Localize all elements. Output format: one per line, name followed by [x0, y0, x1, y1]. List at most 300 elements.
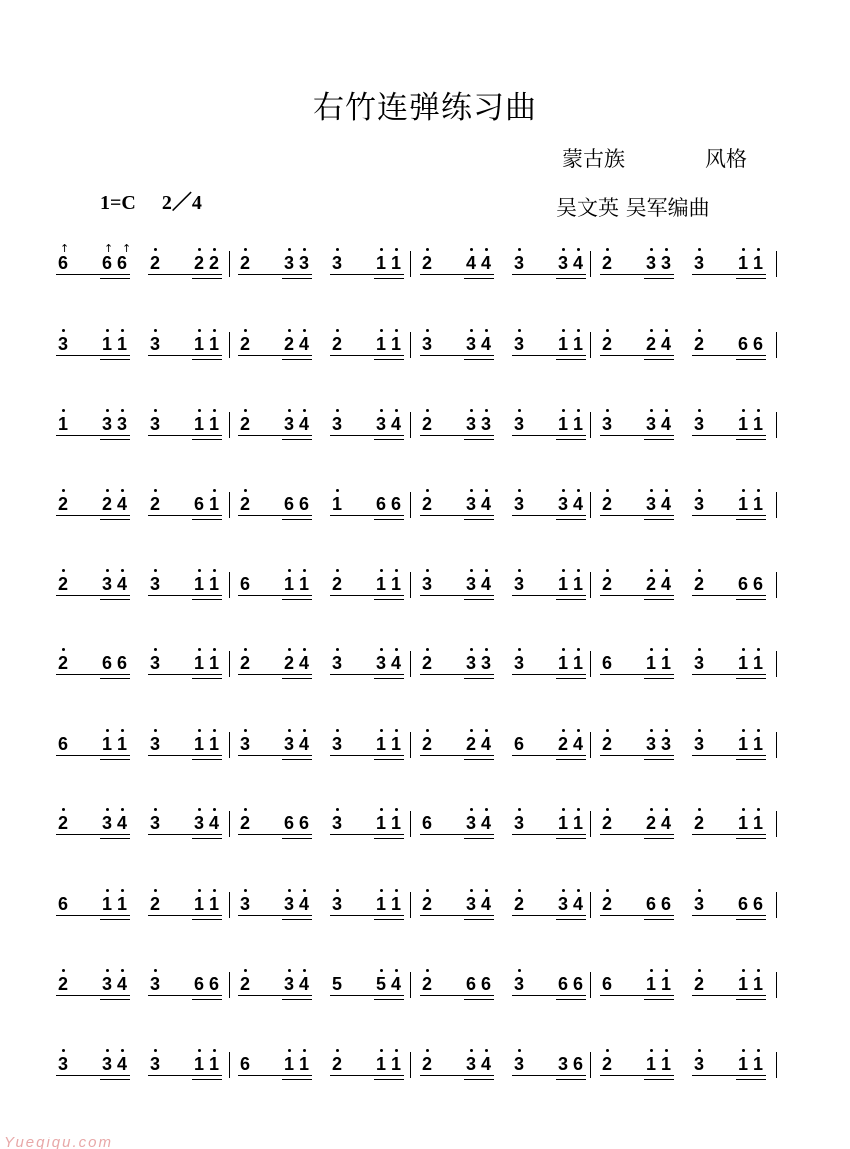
eighth-beam: [330, 355, 404, 356]
eighth-beam: [56, 1075, 130, 1076]
note: 1: [645, 1054, 656, 1074]
note: 3: [480, 414, 491, 434]
eighth-beam: [420, 435, 494, 436]
bar-line: [776, 251, 777, 277]
high-octave-dot: [470, 248, 473, 251]
sixteenth-beam: [556, 278, 586, 279]
high-octave-dot: [244, 248, 247, 251]
sixteenth-beam: [374, 759, 404, 760]
high-octave-dot: [380, 729, 383, 732]
high-octave-dot: [395, 569, 398, 572]
eighth-beam: [420, 674, 494, 675]
note: 2: [283, 653, 294, 673]
bar-line: [229, 811, 230, 837]
high-octave-dot: [470, 409, 473, 412]
note: 4: [480, 253, 491, 273]
note: 1: [390, 1054, 401, 1074]
high-octave-dot: [606, 489, 609, 492]
note: 3: [465, 894, 476, 914]
eighth-beam: [600, 674, 674, 675]
bar-line: [590, 492, 591, 518]
sixteenth-beam: [736, 759, 766, 760]
eighth-beam: [420, 834, 494, 835]
high-octave-dot: [62, 808, 65, 811]
note: 1: [208, 653, 219, 673]
high-octave-dot: [380, 808, 383, 811]
sixteenth-beam: [736, 838, 766, 839]
high-octave-dot: [698, 489, 701, 492]
note: 2: [331, 334, 342, 354]
note: 6: [298, 494, 309, 514]
note: 1: [193, 574, 204, 594]
high-octave-dot: [303, 729, 306, 732]
note: 2: [421, 414, 432, 434]
note: 1: [57, 414, 68, 434]
bar-line: [590, 332, 591, 358]
high-octave-dot: [577, 889, 580, 892]
eighth-beam: [692, 915, 766, 916]
bar-line: [776, 732, 777, 758]
bar-line: [410, 1052, 411, 1078]
note: 1: [390, 334, 401, 354]
high-octave-dot: [485, 329, 488, 332]
high-octave-dot: [62, 648, 65, 651]
sixteenth-beam: [100, 359, 130, 360]
high-octave-dot: [303, 889, 306, 892]
note: 2: [193, 253, 204, 273]
high-octave-dot: [606, 1049, 609, 1052]
arrow-up-icon: ↑: [60, 242, 70, 255]
high-octave-dot: [395, 889, 398, 892]
high-octave-dot: [106, 889, 109, 892]
note: 1: [283, 1054, 294, 1074]
high-octave-dot: [121, 329, 124, 332]
high-octave-dot: [380, 409, 383, 412]
arrow-up-icon: ↑: [104, 242, 114, 255]
high-octave-dot: [213, 409, 216, 412]
note: 1: [193, 1054, 204, 1074]
sixteenth-beam: [100, 759, 130, 760]
sixteenth-beam: [556, 838, 586, 839]
note: 3: [693, 653, 704, 673]
note: 6: [193, 494, 204, 514]
eighth-beam: [148, 515, 222, 516]
note: 1: [375, 253, 386, 273]
note: 1: [208, 334, 219, 354]
note: 4: [116, 494, 127, 514]
note: 4: [480, 334, 491, 354]
note: 6: [557, 974, 568, 994]
bar-line: [410, 892, 411, 918]
high-octave-dot: [213, 569, 216, 572]
note: 1: [752, 414, 763, 434]
eighth-beam: [512, 915, 586, 916]
high-octave-dot: [154, 569, 157, 572]
high-octave-dot: [698, 889, 701, 892]
high-octave-dot: [698, 569, 701, 572]
note: 3: [513, 253, 524, 273]
high-octave-dot: [336, 329, 339, 332]
high-octave-dot: [650, 729, 653, 732]
high-octave-dot: [518, 808, 521, 811]
note: 1: [737, 253, 748, 273]
note: 1: [208, 894, 219, 914]
eighth-beam: [600, 355, 674, 356]
eighth-beam: [148, 595, 222, 596]
eighth-beam: [512, 355, 586, 356]
high-octave-dot: [154, 1049, 157, 1052]
note: 6: [737, 574, 748, 594]
high-octave-dot: [470, 648, 473, 651]
note: 1: [101, 334, 112, 354]
high-octave-dot: [742, 248, 745, 251]
note: 3: [57, 1054, 68, 1074]
note: 6: [57, 734, 68, 754]
note: 6: [57, 894, 68, 914]
high-octave-dot: [213, 248, 216, 251]
sixteenth-beam: [464, 919, 494, 920]
high-octave-dot: [665, 409, 668, 412]
high-octave-dot: [577, 248, 580, 251]
bar-line: [410, 732, 411, 758]
note: 1: [283, 574, 294, 594]
note: 2: [239, 334, 250, 354]
high-octave-dot: [426, 729, 429, 732]
note: 2: [645, 334, 656, 354]
sixteenth-beam: [374, 519, 404, 520]
high-octave-dot: [303, 329, 306, 332]
high-octave-dot: [742, 808, 745, 811]
note: 1: [390, 574, 401, 594]
note: 1: [752, 1054, 763, 1074]
note: 3: [101, 414, 112, 434]
bar-line: [590, 972, 591, 998]
note: 4: [298, 334, 309, 354]
note: 1: [737, 974, 748, 994]
high-octave-dot: [577, 648, 580, 651]
sixteenth-beam: [282, 519, 312, 520]
note: 4: [116, 813, 127, 833]
bar-line: [410, 651, 411, 677]
bar-line: [229, 492, 230, 518]
high-octave-dot: [380, 569, 383, 572]
high-octave-dot: [288, 648, 291, 651]
high-octave-dot: [650, 648, 653, 651]
sixteenth-beam: [100, 599, 130, 600]
sixteenth-beam: [374, 678, 404, 679]
high-octave-dot: [336, 648, 339, 651]
note: 1: [390, 894, 401, 914]
high-octave-dot: [198, 409, 201, 412]
note: 3: [693, 894, 704, 914]
high-octave-dot: [665, 648, 668, 651]
high-octave-dot: [742, 1049, 745, 1052]
high-octave-dot: [244, 489, 247, 492]
high-octave-dot: [154, 489, 157, 492]
high-octave-dot: [665, 969, 668, 972]
note: 6: [193, 974, 204, 994]
bar-line: [776, 572, 777, 598]
high-octave-dot: [154, 889, 157, 892]
eighth-beam: [238, 755, 312, 756]
note: 2: [149, 894, 160, 914]
bar-line: [229, 332, 230, 358]
note: 6: [239, 574, 250, 594]
note: 1: [101, 894, 112, 914]
high-octave-dot: [288, 729, 291, 732]
high-octave-dot: [288, 1049, 291, 1052]
high-octave-dot: [426, 1049, 429, 1052]
note: 6: [283, 813, 294, 833]
high-octave-dot: [577, 409, 580, 412]
high-octave-dot: [518, 648, 521, 651]
note: 1: [116, 894, 127, 914]
high-octave-dot: [665, 489, 668, 492]
note: 3: [465, 334, 476, 354]
bar-line: [590, 251, 591, 277]
note: 2: [239, 653, 250, 673]
high-octave-dot: [380, 969, 383, 972]
sixteenth-beam: [464, 599, 494, 600]
note: 1: [208, 414, 219, 434]
sixteenth-beam: [192, 759, 222, 760]
note: 1: [645, 974, 656, 994]
high-octave-dot: [198, 329, 201, 332]
note: 2: [601, 253, 612, 273]
sixteenth-beam: [100, 278, 130, 279]
note: 6: [737, 334, 748, 354]
high-octave-dot: [288, 969, 291, 972]
note: 4: [480, 574, 491, 594]
eighth-beam: [238, 595, 312, 596]
high-octave-dot: [380, 648, 383, 651]
high-octave-dot: [518, 1049, 521, 1052]
note: 6: [601, 653, 612, 673]
high-octave-dot: [121, 729, 124, 732]
high-octave-dot: [106, 729, 109, 732]
note: 6: [645, 894, 656, 914]
eighth-beam: [692, 515, 766, 516]
high-octave-dot: [562, 648, 565, 651]
high-octave-dot: [336, 889, 339, 892]
high-octave-dot: [154, 729, 157, 732]
sixteenth-beam: [192, 439, 222, 440]
note: 3: [298, 253, 309, 273]
high-octave-dot: [742, 489, 745, 492]
bar-line: [410, 572, 411, 598]
note: 2: [421, 253, 432, 273]
note: 3: [331, 414, 342, 434]
eighth-beam: [420, 755, 494, 756]
bar-line: [410, 412, 411, 438]
note: 2: [645, 574, 656, 594]
high-octave-dot: [650, 1049, 653, 1052]
eighth-beam: [148, 435, 222, 436]
note: 1: [752, 734, 763, 754]
composer-credit: 吴文英 吴军编曲: [556, 196, 710, 220]
high-octave-dot: [213, 489, 216, 492]
sixteenth-beam: [556, 759, 586, 760]
note: 6: [737, 894, 748, 914]
note: 3: [331, 253, 342, 273]
high-octave-dot: [650, 969, 653, 972]
sixteenth-beam: [282, 999, 312, 1000]
sixteenth-beam: [100, 678, 130, 679]
high-octave-dot: [213, 729, 216, 732]
note: 2: [331, 574, 342, 594]
sixteenth-beam: [374, 359, 404, 360]
high-octave-dot: [62, 409, 65, 412]
high-octave-dot: [303, 248, 306, 251]
high-octave-dot: [650, 329, 653, 332]
note: 3: [331, 894, 342, 914]
high-octave-dot: [518, 409, 521, 412]
sixteenth-beam: [464, 678, 494, 679]
eighth-beam: [330, 515, 404, 516]
high-octave-dot: [288, 248, 291, 251]
note: 6: [208, 974, 219, 994]
high-octave-dot: [698, 329, 701, 332]
high-octave-dot: [485, 1049, 488, 1052]
high-octave-dot: [485, 889, 488, 892]
high-octave-dot: [562, 248, 565, 251]
high-octave-dot: [650, 489, 653, 492]
note: 3: [513, 494, 524, 514]
high-octave-dot: [606, 409, 609, 412]
sixteenth-beam: [556, 1079, 586, 1080]
sixteenth-beam: [192, 999, 222, 1000]
note: 3: [239, 894, 250, 914]
high-octave-dot: [336, 808, 339, 811]
high-octave-dot: [426, 648, 429, 651]
note: 2: [693, 813, 704, 833]
high-octave-dot: [606, 569, 609, 572]
sixteenth-beam: [736, 359, 766, 360]
note: 4: [298, 894, 309, 914]
note: 3: [193, 813, 204, 833]
high-octave-dot: [198, 729, 201, 732]
note: 4: [660, 414, 671, 434]
bar-line: [776, 492, 777, 518]
note: 3: [101, 1054, 112, 1074]
note: 3: [149, 734, 160, 754]
note: 1: [572, 653, 583, 673]
high-octave-dot: [426, 969, 429, 972]
note: 6: [660, 894, 671, 914]
eighth-beam: [512, 755, 586, 756]
high-octave-dot: [562, 329, 565, 332]
high-octave-dot: [518, 329, 521, 332]
high-octave-dot: [698, 648, 701, 651]
note: 3: [465, 653, 476, 673]
high-octave-dot: [395, 808, 398, 811]
note: 3: [557, 1054, 568, 1074]
sixteenth-beam: [556, 519, 586, 520]
sixteenth-beam: [100, 519, 130, 520]
high-octave-dot: [244, 889, 247, 892]
high-octave-dot: [106, 1049, 109, 1052]
high-octave-dot: [470, 489, 473, 492]
note: 3: [693, 494, 704, 514]
high-octave-dot: [106, 329, 109, 332]
note: 3: [149, 574, 160, 594]
note: 2: [149, 253, 160, 273]
note: 3: [239, 734, 250, 754]
high-octave-dot: [213, 808, 216, 811]
note: 1: [645, 653, 656, 673]
high-octave-dot: [470, 808, 473, 811]
bar-line: [410, 811, 411, 837]
sixteenth-beam: [644, 1079, 674, 1080]
eighth-beam: [420, 274, 494, 275]
high-octave-dot: [698, 1049, 701, 1052]
sixteenth-beam: [374, 278, 404, 279]
high-octave-dot: [303, 409, 306, 412]
eighth-beam: [56, 274, 130, 275]
note: 1: [390, 253, 401, 273]
note: 3: [149, 974, 160, 994]
note: 2: [601, 894, 612, 914]
bar-line: [229, 651, 230, 677]
sixteenth-beam: [736, 999, 766, 1000]
note: 3: [421, 334, 432, 354]
note: 1: [752, 813, 763, 833]
high-octave-dot: [336, 569, 339, 572]
sixteenth-beam: [556, 439, 586, 440]
note: 4: [116, 974, 127, 994]
note: 6: [283, 494, 294, 514]
eighth-beam: [420, 515, 494, 516]
high-octave-dot: [518, 569, 521, 572]
high-octave-dot: [380, 248, 383, 251]
eighth-beam: [512, 515, 586, 516]
note: 3: [480, 653, 491, 673]
eighth-beam: [148, 834, 222, 835]
note: 1: [737, 813, 748, 833]
high-octave-dot: [757, 1049, 760, 1052]
high-octave-dot: [606, 248, 609, 251]
note: 1: [572, 574, 583, 594]
page-title: 右竹连弹练习曲: [313, 90, 537, 126]
high-octave-dot: [426, 889, 429, 892]
sixteenth-beam: [736, 1079, 766, 1080]
sixteenth-beam: [192, 678, 222, 679]
style-label: 风格: [705, 147, 747, 171]
high-octave-dot: [698, 409, 701, 412]
note: 6: [465, 974, 476, 994]
note: 2: [208, 253, 219, 273]
high-octave-dot: [336, 729, 339, 732]
note: 1: [375, 1054, 386, 1074]
eighth-beam: [692, 995, 766, 996]
eighth-beam: [692, 674, 766, 675]
bar-line: [590, 732, 591, 758]
bar-line: [229, 732, 230, 758]
sixteenth-beam: [192, 838, 222, 839]
note: 2: [557, 734, 568, 754]
sixteenth-beam: [464, 439, 494, 440]
eighth-beam: [420, 995, 494, 996]
high-octave-dot: [121, 889, 124, 892]
note: 4: [208, 813, 219, 833]
note: 2: [421, 653, 432, 673]
note: 6: [480, 974, 491, 994]
sixteenth-beam: [192, 519, 222, 520]
sixteenth-beam: [374, 999, 404, 1000]
high-octave-dot: [288, 409, 291, 412]
note: 3: [283, 414, 294, 434]
high-octave-dot: [288, 569, 291, 572]
